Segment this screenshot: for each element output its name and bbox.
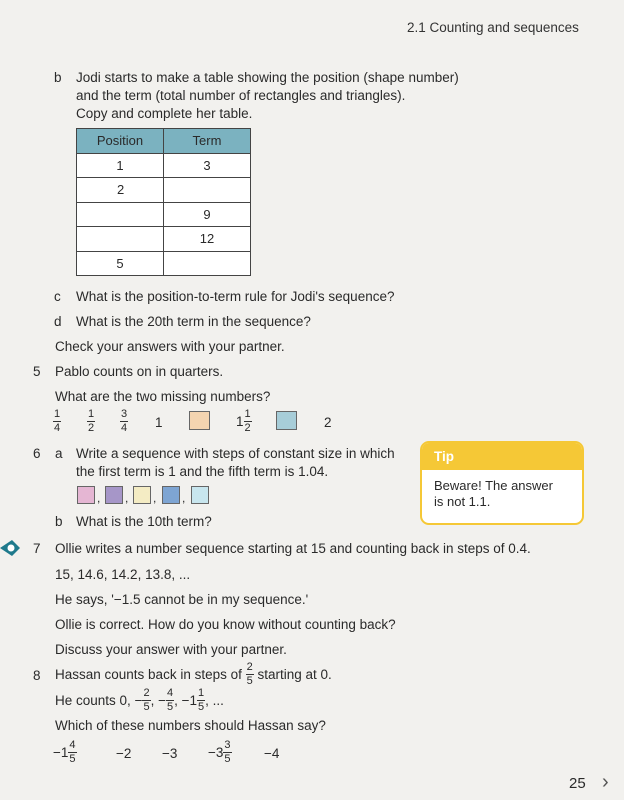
q7-correct: Ollie is correct. How do you know without counting back? [55,617,396,632]
q7-text: Ollie writes a number sequence starting at 15 and counting back in steps of 0.4. [55,541,531,556]
sequence-square-4 [162,486,180,504]
q4d-text: What is the 20th term in the sequence? [76,314,311,329]
table-row [77,202,251,227]
q8-option-1: −1 $\frac{4}{5}$ [53,739,76,765]
table-cell: 1 [77,153,164,178]
missing-number-box-1 [189,411,210,430]
q5-mixed-number: 1 $\frac{1}{2}$ [236,408,251,434]
tip-line-1: Beware! The answer [434,478,553,493]
sequence-square-1 [77,486,95,504]
q7-discuss: Discuss your answer with your partner. [55,642,287,657]
q8-option-2: −2 [116,746,132,761]
table-cell: 12 [164,227,251,252]
q8-option-3: −3 [162,746,178,761]
comma: , [125,491,129,505]
table-cell: 5 [77,251,164,276]
q6b-label: b [55,514,63,529]
q4d-label: d [54,314,62,329]
sequence-square-3 [133,486,151,504]
q8-ask: Which of these numbers should Hassan say? [55,718,326,733]
q7-sequence: 15, 14.6, 14.2, 13.8, ... [55,567,191,582]
tip-line-2: is not 1.1. [434,494,491,509]
q8-number: 8 [33,668,41,683]
page-number: 25 [569,775,586,792]
table-cell: 9 [164,202,251,227]
q7-says: He says, '−1.5 cannot be in my sequence.' [55,592,309,607]
table-cell [164,178,251,203]
chevron-right-icon[interactable]: › [602,771,609,793]
missing-number-box-2 [276,411,297,430]
position-term-table [76,128,251,276]
table-row [77,227,251,252]
table-cell: 2 [77,178,164,203]
q6a-label: a [55,446,63,461]
check-instruction: Check your answers with your partner. [55,339,285,354]
tip-title: Tip [422,443,582,470]
q5-number: 5 [33,364,41,379]
table-row [77,153,251,178]
sequence-square-5 [191,486,209,504]
running-header: 2.1 Counting and sequences [407,20,579,35]
tip-box [420,441,584,525]
q8-text: Hassan counts back in steps of $\frac{2}{5}$ starting at 0. [55,661,332,687]
q5-fraction-2: $\frac{1}{2}$ [88,408,95,434]
q8-option-5: −4 [264,746,280,761]
table-cell [77,227,164,252]
q5-fraction-1: $\frac{1}{4}$ [54,408,61,434]
q6b-text: What is the 10th term? [76,514,212,529]
thinking-marker-icon [0,537,22,559]
q7-number: 7 [33,541,41,556]
q4c-text: What is the position-to-term rule for Jodi's sequence? [76,289,395,304]
sequence-square-2 [105,486,123,504]
q5-fraction-3: $\frac{3}{4}$ [121,408,128,434]
q5-value-2: 2 [324,415,332,430]
q4b-line-2: and the term (total number of rectangles and triangles). [76,88,406,103]
comma: , [97,491,101,505]
table-header-term: Term [164,129,251,154]
table-cell [164,251,251,276]
q6a-line-2: the first term is 1 and the fifth term is 1.04. [76,464,329,479]
q4b-label: b [54,70,62,85]
table-row [77,251,251,276]
q4b-line-3: Copy and complete her table. [76,106,253,121]
comma: , [182,491,186,505]
q5-ask: What are the two missing numbers? [55,389,271,404]
q8-option-4: −3 $\frac{3}{5}$ [208,739,231,765]
table-header-position: Position [77,129,164,154]
q4b-line-1: Jodi starts to make a table showing the position (shape number) [76,70,459,85]
q6-number: 6 [33,446,41,461]
comma: , [153,491,157,505]
q8-counts: He counts 0, − $\frac{2}{5}$ , − $\frac{4}{5}$ , −1 $\frac{1}{5}$ , ... [55,687,224,713]
q5-text: Pablo counts on in quarters. [55,364,224,379]
q4c-label: c [54,289,61,304]
q5-value-1: 1 [155,415,163,430]
table-cell: 3 [164,153,251,178]
table-cell [77,202,164,227]
table-row [77,178,251,203]
q6a-line-1: Write a sequence with steps of constant size in which [76,446,395,461]
